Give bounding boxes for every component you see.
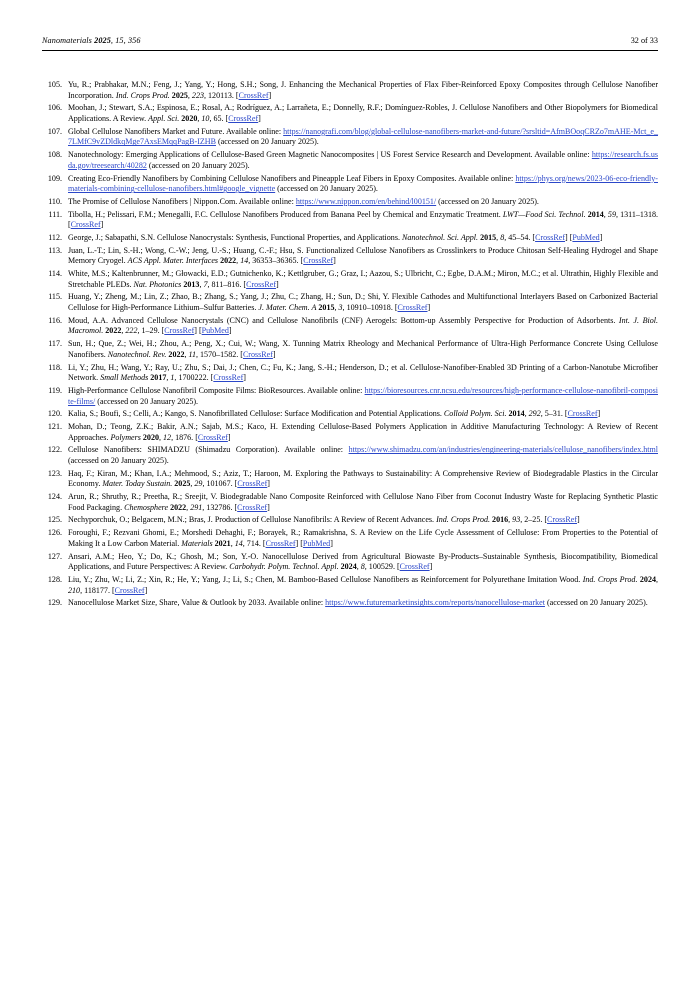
reference-text: Moohan, J.; Stewart, S.A.; Espinosa, E.; Rosal, A.; Rodríguez, A.; Larrañeta, E.; Donnelly, R.F.; Domínguez-Robles, J. Cellulose Nanofibers and Other Biopolymers for Biomedical Applications. A Review. Appl. Sci. 2020, 10, 65. [CrossRef] xyxy=(68,103,658,124)
reference-text: Creating Eco-Friendly Nanofibers by Combining Cellulose Nanofibers and Pineapple Leaf Fibers in Epoxy Composites. Available online: https://phys.org/news/2023-06-eco-friendly-materials-combining-cellulose-nanofibers.html#google_vignette (accessed on 20 January 2025). xyxy=(68,173,658,194)
reference-number: 127. xyxy=(47,551,62,561)
reference-text: Foroughi, F.; Rezvani Ghomi, E.; Morshedi Dehaghi, F.; Borayek, R.; Ramakrishna, S. A Review on the Life Cycle Assessment of Cellulose: From Properties to the Potential of Making It a Low Carbon Material. Materials 2021, 14, 714. [CrossRef] [PubMed] xyxy=(68,528,658,548)
crossref-link[interactable]: PubMed xyxy=(572,232,600,242)
reference-text: Nanocellulose Market Size, Share, Value & Outlook by 2033. Available online: https://www.futuremarketinsights.com/reports/nanocellulose-market (accessed on 20 January 2025). xyxy=(68,598,648,608)
reference-number: 117. xyxy=(48,339,62,349)
reference-item xyxy=(42,528,658,549)
reference-number: 116. xyxy=(48,315,62,325)
reference-text: George, J.; Sabapathi, S.N. Cellulose Nanocrystals: Synthesis, Functional Properties, and Applications. Nanotechnol. Sci. Appl. 2015, 8, 45–54. [CrossRef] [PubMed] xyxy=(68,232,603,242)
reference-number: 121. xyxy=(47,421,62,431)
reference-text: The Promise of Cellulose Nanofibers | Nippon.Com. Available online: https://www.nippon.com/en/behind/l00151/ (accessed on 20 January 2025). xyxy=(68,196,539,206)
reference-number: 128. xyxy=(47,574,62,584)
reference-text: Arun, R.; Shruthy, R.; Preetha, R.; Sreejit, V. Biodegradable Nano Composite Reinforced with Cellulose Nano Fiber from Coconut Industry Waste for Replacing Synthetic Plastic Food Packaging. Chemosphere 2022, 291, 132786. [CrossRef] xyxy=(68,492,658,512)
page-number: 32 of 33 xyxy=(630,36,658,45)
reference-text: Haq, F.; Kiran, M.; Khan, I.A.; Mehmood, S.; Aziz, T.; Haroon, M. Exploring the Pathways to Sustainability: A Comprehensive Review of Biodegradable Plastics in the Circular Economy. Mater. Today Sustain. 2025, 29, 101067. [CrossRef] xyxy=(68,468,658,489)
reference-number: 112. xyxy=(48,232,62,242)
journal-volume: 15 xyxy=(115,36,124,45)
crossref-link[interactable]: CrossRef xyxy=(547,515,577,525)
reference-item xyxy=(42,386,658,407)
reference-item xyxy=(42,233,658,244)
reference-item xyxy=(42,103,658,124)
reference-text: Huang, Y.; Zheng, M.; Lin, Z.; Zhao, B.; Zhang, S.; Yang, J.; Zhu, C.; Zhang, H.; Sun, D.; Shi, Y. Flexible Cathodes and Multifunctional Interlayers Based on Carbonized Bacterial Cellulose for High-Performance Lithium–Sulfur Batteries. J. Mater. Chem. A 2015, 3, 10910–10918. [CrossRef] xyxy=(68,292,658,313)
reference-number: 108. xyxy=(47,150,62,160)
reference-text: High-Performance Cellulose Nanofibril Composite Films: BioResources. Available online: https://bioresources.cnr.ncsu.edu/resources/high-performance-cellulose-nanofibril-composite-films/ (accessed on 20 January 2025). xyxy=(68,385,658,406)
reference-number: 110. xyxy=(48,196,62,206)
reference-text: Liu, Y.; Zhu, W.; Li, Z.; Xin, R.; He, Y.; Yang, J.; Li, S.; Chen, M. Bamboo-Based Cellulose Nanofibers as Reinforcement for Polyurethane Imitation Wood. Ind. Crops Prod. 2024, 210, 118177. [CrossRef] xyxy=(68,574,658,595)
reference-number: 119. xyxy=(48,385,62,395)
journal-name: Nanomaterials xyxy=(42,36,92,45)
reference-text: Mohan, D.; Teong, Z.K.; Bakir, A.N.; Sajab, M.S.; Kaco, H. Extending Cellulose-Based Polymers Application in Additive Manufacturing Technology: A Review of Recent Approaches. Polymers 2020, 12, 1876. [CrossRef] xyxy=(68,421,658,442)
reference-text: Cellulose Nanofibers: SHIMADZU (Shimadzu Corporation). Available online: https://www.shimadzu.com/an/industries/engineering-materials/cellulose_nanofibers/index.html (accessed on 20 January 2025). xyxy=(68,445,658,465)
reference-url-link[interactable]: https://nanografi.com/blog/global-cellulose-nanofibers-market-and-future/?srsltid=AfmBOoqCRZo7mAHE-Mct_e_7LMfC9vZDldkqMge7AxsEMqqPagB-IZHB xyxy=(68,126,658,147)
reference-item xyxy=(42,422,658,443)
reference-item xyxy=(42,409,658,420)
reference-number: 120. xyxy=(47,409,62,419)
reference-item xyxy=(42,492,658,513)
reference-number: 115. xyxy=(48,292,62,302)
reference-text: Ansari, A.M.; Heo, Y.; Do, K.; Ghosh, M.; Son, Y.-O. Nanocellulose Derived from Agricultural Biowaste By-Products–Sustainable Synthesis, Biocompatibility, Biomedical Applications, and Future Perspectives: A Review. Carbohydr. Polym. Technol. Appl. 2024, 8, 100529. [CrossRef] xyxy=(68,551,658,572)
crossref-link[interactable]: CrossRef xyxy=(303,256,334,266)
reference-item xyxy=(42,339,658,360)
reference-url-link[interactable]: https://www.nippon.com/en/behind/l00151/ xyxy=(295,196,437,206)
reference-number: 129. xyxy=(47,598,62,608)
crossref-link[interactable]: CrossRef xyxy=(265,538,296,548)
page-header xyxy=(42,36,658,45)
crossref-link[interactable]: PubMed xyxy=(302,538,331,548)
reference-number: 123. xyxy=(47,468,62,478)
reference-text: White, M.S.; Kaltenbrunner, M.; Głowacki, E.D.; Gutnichenko, K.; Kettlgruber, G.; Graz, I.; Aazou, S.; Ulbricht, C.; Egbe, D.A.M.; Miron, M.C.; et al. Ultrathin, Highly Flexible and Stretchable PLEDs. Nat. Photonics 2013, 7, 811–816. [CrossRef] xyxy=(68,269,658,289)
crossref-link[interactable]: CrossRef xyxy=(228,114,259,124)
reference-number: 106. xyxy=(47,103,62,113)
reference-number: 124. xyxy=(47,492,62,502)
journal-year: 2025 xyxy=(94,36,111,45)
reference-item xyxy=(42,197,658,208)
reference-text: Global Cellulose Nanofibers Market and Future. Available online: https://nanografi.com/blog/global-cellulose-nanofibers-market-and-future/?srsltid=AfmBOoqCRZo7mAHE-Mct_e_7LMfC9vZDldkqMge7AxsEMqqPagB-IZHB (accessed on 20 January 2025). xyxy=(68,126,658,147)
reference-number: 111. xyxy=(48,209,62,219)
reference-number: 118. xyxy=(48,362,62,372)
reference-number: 107. xyxy=(47,126,62,136)
reference-url-link[interactable]: https://phys.org/news/2023-06-eco-friendly-materials-combining-cellulose-nanofibers.html#google_vignette xyxy=(68,173,658,194)
reference-item xyxy=(42,269,658,290)
reference-number: 109. xyxy=(47,173,62,183)
crossref-link[interactable]: CrossRef xyxy=(164,326,195,336)
reference-url-link[interactable]: https://research.fs.usda.gov/treesearch/40282 xyxy=(68,150,658,170)
reference-text: Kalia, S.; Boufi, S.; Celli, A.; Kango, S. Nanofibrillated Cellulose: Surface Modification and Potential Applications. Colloid Polym. Sci. 2014, 292, 5–31. [CrossRef] xyxy=(68,409,601,419)
reference-text: Sun, H.; Que, Z.; Wei, H.; Zhou, A.; Peng, X.; Cui, W.; Wang, X. Tunning Matrix Rheology and Mechanical Performance of Ultra-High Performance Concrete Using Cellulose Nanofibers. Nanotechnol. Rev. 2022, 11, 1570–1582. [CrossRef] xyxy=(68,339,658,359)
reference-item xyxy=(42,210,658,231)
crossref-link[interactable]: CrossRef xyxy=(399,562,430,572)
crossref-link[interactable]: CrossRef xyxy=(237,502,268,512)
crossref-link[interactable]: CrossRef xyxy=(535,232,566,242)
reference-list xyxy=(42,80,658,611)
reference-item xyxy=(42,80,658,101)
reference-text: Moud, A.A. Advanced Cellulose Nanocrystals (CNC) and Cellulose Nanofibrils (CNF) Aerogels: Bottom-up Assembly Perspective for Production of Adsorbents. Int. J. Biol. Macromol. 2022, 222, 1–29. [CrossRef] [PubMed] xyxy=(68,315,659,336)
reference-text: Juan, L.-T.; Lin, S.-H.; Wong, C.-W.; Jeng, U.-S.; Huang, C.-F.; Hsu, S. Functionalized Cellulose Nanofibers as Crosslinkers to Produce Chitosan Self-Healing Hydrogel and Shape Memory Cryogel. ACS Appl. Mater. Interfaces 2022, 14, 36353–36365. [CrossRef] xyxy=(68,245,658,266)
reference-number: 105. xyxy=(47,80,62,89)
journal-citation: Nanomaterials 2025, 15, 356 xyxy=(42,36,141,45)
reference-item xyxy=(42,469,658,490)
reference-item xyxy=(42,292,658,313)
reference-number: 126. xyxy=(47,528,62,538)
crossref-link[interactable]: CrossRef xyxy=(246,279,277,289)
reference-url-link[interactable]: https://www.shimadzu.com/an/industries/engineering-materials/cellulose_nanofibers/index.html xyxy=(348,445,658,455)
reference-item xyxy=(42,575,658,596)
crossref-link[interactable]: CrossRef xyxy=(238,90,269,100)
reference-item xyxy=(42,174,658,195)
reference-item xyxy=(42,598,658,609)
reference-item xyxy=(42,445,658,466)
reference-url-link[interactable]: https://bioresources.cnr.ncsu.edu/resources/high-performance-cellulose-nanofibril-composite-films/ xyxy=(68,385,658,406)
reference-number: 125. xyxy=(47,515,62,525)
crossref-link[interactable]: CrossRef xyxy=(114,585,145,595)
reference-number: 113. xyxy=(48,245,62,255)
reference-item xyxy=(42,363,658,384)
crossref-link[interactable]: CrossRef xyxy=(197,432,228,442)
reference-text: Tibolla, H.; Pelissari, F.M.; Menegalli, F.C. Cellulose Nanofibers Produced from Banana Peel by Chemical and Enzymatic Treatment. LWT—Food Sci. Technol. 2014, 59, 1311–1318. [CrossRef] xyxy=(68,209,659,230)
crossref-link[interactable]: CrossRef xyxy=(242,349,273,359)
reference-number: 122. xyxy=(47,445,62,455)
crossref-link[interactable]: CrossRef xyxy=(70,220,101,230)
reference-item xyxy=(42,515,658,526)
journal-article: 356 xyxy=(127,36,141,45)
reference-number: 114. xyxy=(48,269,62,278)
crossref-link[interactable]: CrossRef xyxy=(213,373,244,383)
crossref-link[interactable]: PubMed xyxy=(201,326,229,336)
reference-item xyxy=(42,552,658,573)
crossref-link[interactable]: CrossRef xyxy=(567,409,598,419)
reference-text: Nechyporchuk, O.; Belgacem, M.N.; Bras, J. Production of Cellulose Nanofibrils: A Review of Recent Advances. Ind. Crops Prod. 2016, 93, 2–25. [CrossRef] xyxy=(68,515,580,525)
reference-text: Yu, R.; Prabhakar, M.N.; Feng, J.; Yang, Y.; Hong, S.H.; Song, J. Enhancing the Mechanical Properties of Flax Fiber-Reinforced Epoxy Composites through Cellulose Nanofiber Incorporation. Ind. Crops Prod. 2025, 223, 120113. [CrossRef] xyxy=(68,80,658,100)
reference-item xyxy=(42,127,658,148)
crossref-link[interactable]: CrossRef xyxy=(397,303,428,313)
reference-item xyxy=(42,316,658,337)
crossref-link[interactable]: CrossRef xyxy=(237,479,268,489)
reference-text: Li, Y.; Zhu, H.; Wang, Y.; Ray, U.; Zhu, S.; Dai, J.; Chen, C.; Fu, K.; Jang, S.-H.; Henderson, D.; et al. Cellulose-Nanofiber-Enabled 3D Printing of a Carbon-Nanotube Microfiber Network. Small Methods 2017, 1, 1700222. [CrossRef] xyxy=(68,362,658,383)
reference-url-link[interactable]: https://www.futuremarketinsights.com/reports/nanocellulose-market xyxy=(325,598,545,608)
reference-item xyxy=(42,246,658,267)
header-divider xyxy=(42,50,658,51)
reference-item xyxy=(42,150,658,171)
reference-text: Nanotechnology: Emerging Applications of Cellulose-Based Green Magnetic Nanocomposites | US Forest Service Research and Development. Available online: https://research.fs.usda.gov/treesearch/40282 (accessed on 20 January 2025). xyxy=(68,150,658,170)
